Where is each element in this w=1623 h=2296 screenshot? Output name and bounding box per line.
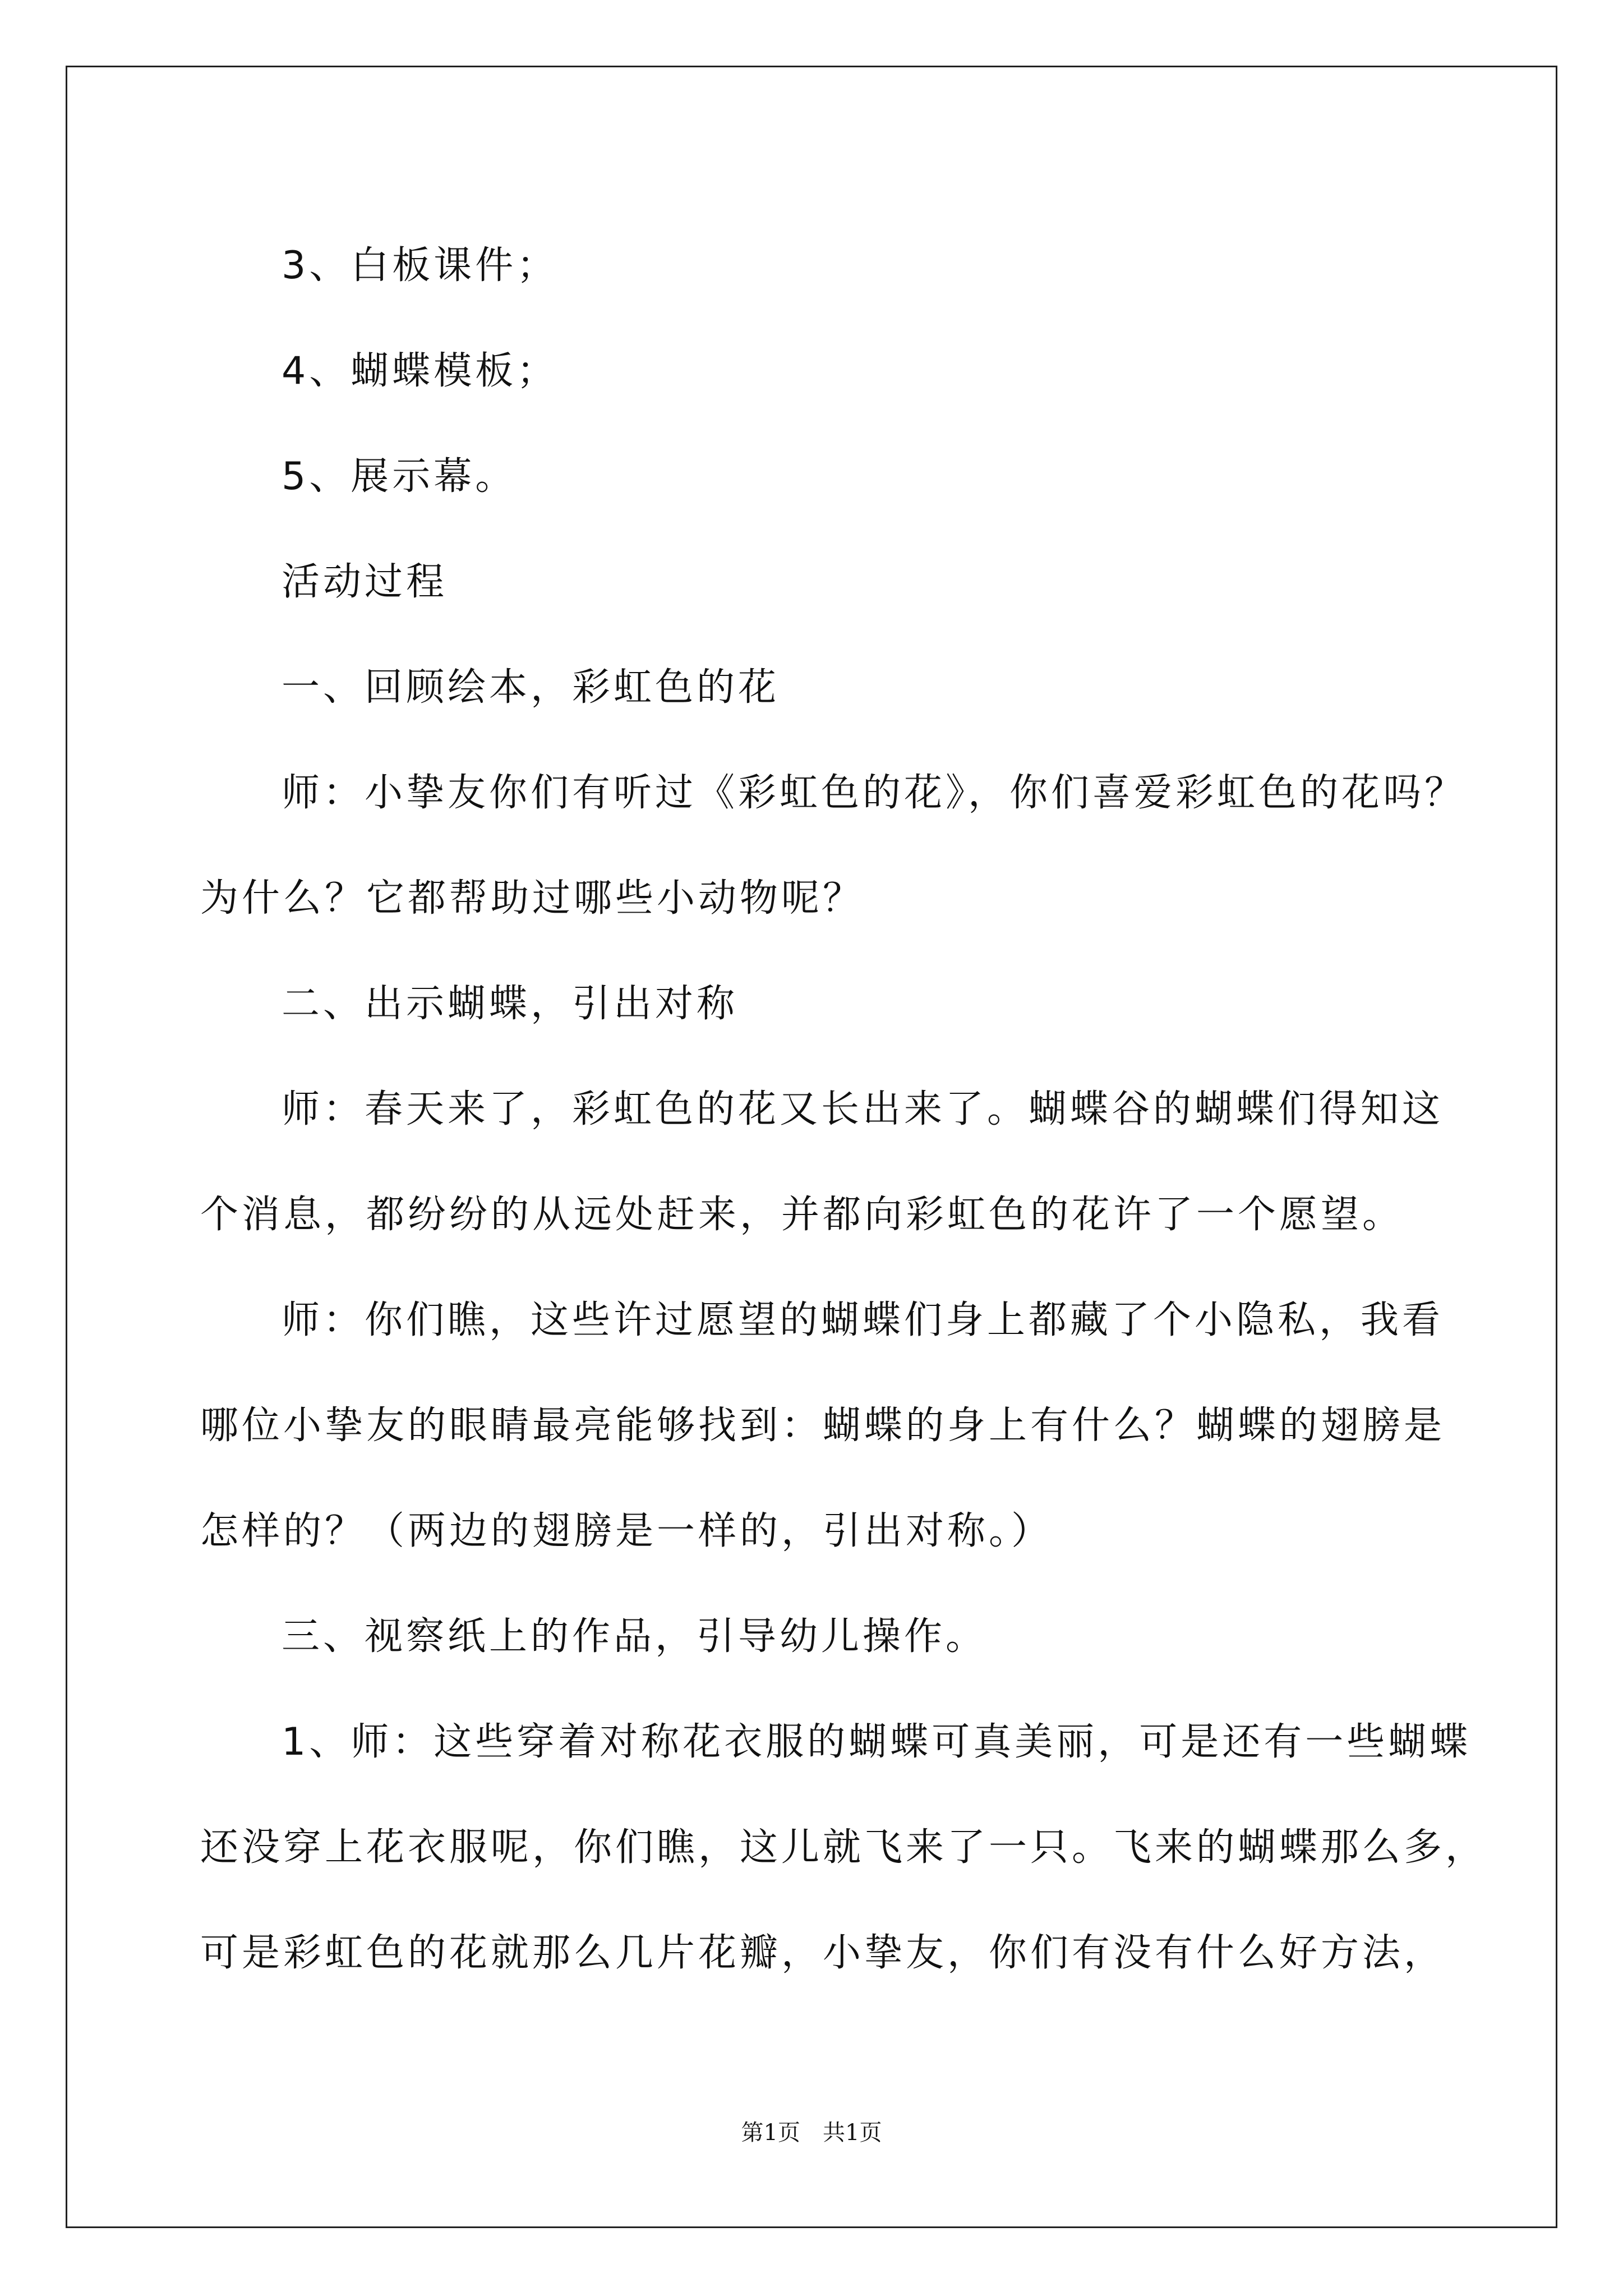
paragraph-continuation: 还没穿上花衣服呢，你们瞧，这儿就飞来了一只。飞来的蝴蝶那么多， (200, 1825, 1487, 1870)
paragraph: 师：你们瞧，这些许过愿望的蝴蝶们身上都藏了个小隐私，我看 (282, 1298, 1444, 1342)
page-total: 共1页 (823, 2120, 882, 2146)
paragraph: 师：春天来了，彩虹色的花又长出来了。蝴蝶谷的蝴蝶们得知这 (282, 1087, 1444, 1131)
paragraph: 4、蝴蝶模板； (282, 349, 559, 393)
paragraph: 5、展示幕。 (282, 454, 517, 499)
paragraph-continuation: 怎样的？（两边的翅膀是一样的，引出对称。） (200, 1509, 1053, 1553)
paragraph-continuation: 可是彩虹色的花就那么几片花瓣，小挚友，你们有没有什么好方法， (200, 1931, 1446, 1975)
paragraph: 师：小挚友你们有听过《彩虹色的花》，你们喜爱彩虹色的花吗？ (282, 771, 1467, 815)
section-heading: 二、出示蝴蝶，引出对称 (282, 982, 739, 1026)
paragraph-continuation: 个消息，都纷纷的从远处赶来，并都向彩虹色的花许了一个愿望。 (200, 1193, 1404, 1237)
section-heading: 活动过程 (282, 560, 448, 604)
paragraph: 3、白板课件； (282, 243, 559, 288)
paragraph-continuation: 哪位小挚友的眼睛最亮能够找到：蝴蝶的身上有什么？蝴蝶的翅膀是 (200, 1404, 1446, 1448)
paragraph-continuation: 为什么？它都帮助过哪些小动物呢？ (200, 876, 865, 921)
document-body (200, 213, 1487, 2006)
section-heading: 一、回顾绘本，彩虹色的花 (282, 665, 780, 710)
page-footer (0, 2115, 1623, 2147)
page-number: 第1页 (741, 2120, 800, 2146)
section-heading: 三、视察纸上的作品，引导幼儿操作。 (282, 1614, 988, 1659)
paragraph: 1、师：这些穿着对称花衣服的蝴蝶可真美丽，可是还有一些蝴蝶 (282, 1720, 1472, 1764)
